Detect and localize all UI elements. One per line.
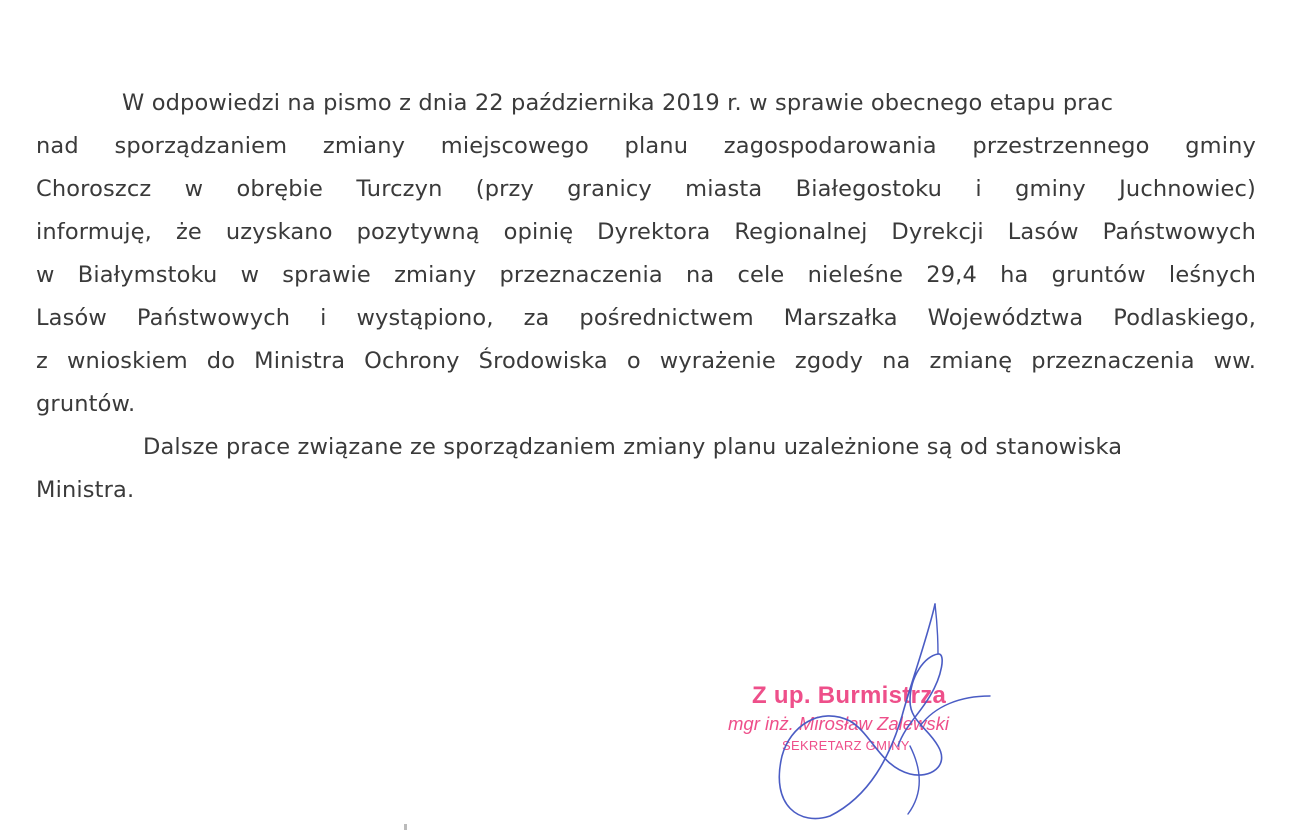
paragraph-1-line-2: nad sporządzaniem zmiany miejscowego planu zagospodarowania przestrzennego gminy [36, 133, 1256, 159]
handwritten-signature [760, 596, 1000, 821]
paragraph-1-line-6: Lasów Państwowych i wystąpiono, za pośrednictwem Marszałka Województwa Podlaskiego, [36, 305, 1256, 331]
paragraph-1-line-8: gruntów. [36, 391, 136, 417]
paragraph-1-line-5: w Białymstoku w sprawie zmiany przeznaczenia na cele nieleśne 29,4 ha gruntów leśnych [36, 262, 1256, 288]
paragraph-1-line-4: informuję, że uzyskano pozytywną opinię Dyrektora Regionalnej Dyrekcji Lasów Państwowych [36, 219, 1256, 245]
paragraph-1-line-3: Choroszcz w obrębie Turczyn (przy granicy miasta Białegostoku i gminy Juchnowiec) [36, 176, 1256, 202]
stamp-title-line: SEKRETARZ GMINY [782, 738, 910, 753]
paragraph-2-line-1: Dalsze prace związane ze sporządzaniem zmiany planu uzależnione są od stanowiska [143, 434, 1123, 460]
paragraph-1-line-1: W odpowiedzi na pismo z dnia 22 października 2019 r. w sprawie obecnego etapu prac [122, 90, 1114, 116]
stamp-authorization-line: Z up. Burmistrza [752, 682, 947, 709]
signature-stroke-main [779, 604, 942, 819]
paragraph-2-line-2: Ministra. [36, 477, 135, 503]
paragraph-1-line-7: z wnioskiem do Ministra Ochrony Środowiska o wyrażenie zgody na zmianę przeznaczenia ww. [36, 348, 1256, 374]
scan-mark [404, 824, 407, 830]
stamp-name-line: mgr inż. Mirosław Zalewski [728, 713, 950, 734]
